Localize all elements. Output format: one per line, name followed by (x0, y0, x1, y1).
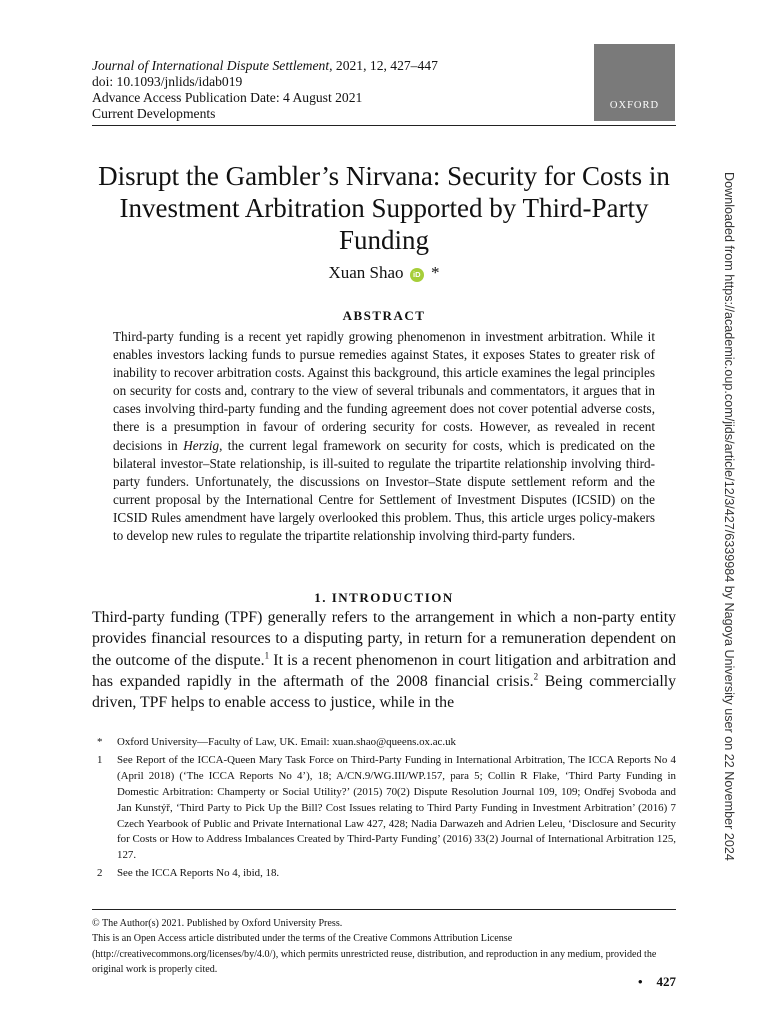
advance-access-date: Advance Access Publication Date: 4 August 2021 (92, 90, 363, 105)
abstract-text-part: , the current legal framework on security for costs, which is predicated on the bilateral investor–State relationship, is ill-suited to regulate the tripartite relationship involving third-party funders. Unfortunately, the discussions on Investor–State dispute settlement reform and the current proposal by the International Centre for Settlement of Investment Disputes (ICSID) on the ICSID Rules amendment have largely overlooked this problem. Thus, this article urges policy-makers to develop new rules to regulate the tripartite relationship involving third-party funders. (113, 437, 655, 544)
footnote-mark: * (97, 736, 103, 748)
article-section: Current Developments (92, 106, 216, 121)
journal-info (92, 58, 438, 122)
copyright-line: © The Author(s) 2021. Published by Oxford University Press. (92, 918, 343, 929)
footnote (92, 735, 676, 751)
introduction-text (92, 607, 676, 713)
author-footnote-mark[interactable]: * (431, 263, 440, 282)
author-name[interactable]: Xuan Shao (328, 263, 404, 282)
copyright-divider (92, 909, 676, 910)
license-text: This is an Open Access article distributed under the terms of the Creative Commons Attribution License (http://creativecommons.org/licenses/by/4.0/), which permits unrestricted reuse, distribution, and reproduction in any medium, provided the original work is properly cited. (92, 933, 657, 976)
abstract-heading: ABSTRACT (342, 308, 426, 323)
introduction-text-part: It is a recent phenomenon in court litigation and arbitration and has expanded rapidly in the aftermath of the 2008 financial crisis. (92, 651, 676, 690)
page-bullet: • (637, 974, 643, 989)
author-line (92, 263, 676, 283)
abstract-text (113, 328, 655, 545)
orcid-icon[interactable]: iD (410, 268, 424, 282)
footnote-ref-2[interactable]: 2 (533, 671, 539, 682)
oxford-logo[interactable] (594, 44, 675, 121)
abstract-text-part: Third-party funding is a recent yet rapidly growing phenomenon in investment arbitration. While it enables investors lacking funds to pursue remedies against States, it exposes States to greater risk of inability to recover arbitration costs. Against this background, this article examines the legal principles on security for costs and, contrary to the view of several tribunals and commentators, it argues that in cases involving third-party funding and the funding agreement does not cover potential adverse costs, there is a presumption in favour of ordering security for costs. However, as revealed in recent decisions in (113, 329, 655, 453)
introduction-text-part: Being commercially driven, TPF helps to enable access to justice, while in the (92, 672, 676, 712)
footnotes (92, 735, 676, 884)
case-name-herzig: Herzig (183, 437, 220, 453)
copyright-notice (92, 916, 676, 978)
article-title: Disrupt the Gambler’s Nirvana: Security for Costs in Investment Arbitration Supported by Third-Party Funding (98, 161, 670, 255)
footnote-ref-1[interactable]: 1 (264, 650, 270, 661)
page-number-value: 427 (656, 974, 676, 989)
download-watermark: Downloaded from https://academic.oup.com/jids/article/12/3/427/6339984 by Nagoya University user on 22 November 2024 (722, 172, 736, 861)
footnote (92, 753, 676, 864)
footnote-mark: 1 (97, 753, 103, 766)
oxford-logo-text: OXFORD (609, 100, 660, 111)
header-divider (92, 125, 676, 126)
introduction-heading: 1. INTRODUCTION (314, 590, 454, 605)
footnote-text: Oxford University—Faculty of Law, UK. Email: xuan.shao@queens.ox.ac.uk (117, 736, 456, 748)
footnote-mark: 2 (97, 867, 103, 880)
footnote-text: See the ICCA Reports No 4, ibid, 18. (117, 867, 280, 880)
footnote-text: See Report of the ICCA-Queen Mary Task Force on Third-Party Funding in International Arbitration, The ICCA Reports No 4 (April 2018) (‘The ICCA Reports No 4’), 18; A/CN.9/WG.III/WP.157, para 5; Collin R Flake, ‘Third Party Funding in Domestic Arbitration: Champerty or Social Utility?’ (2015) 70(2) Dispute Resolution Journal 109, 109; Ondřej Svoboda and Jan Kunstýř, ‘Third Party to Pick Up the Bill? Cost Issues relating to Third Party Funding in Investment Arbitration’ (2016) 7 Czech Yearbook of Public and Private International Law 427, 428; Nadia Darwazeh and Adrien Leleu, ‘Disclosure and Security for Costs or How to Address Imbalances Created by Third-Party Funding’ (2016) 33(2) Journal of International Arbitration 125, 127. (117, 753, 676, 862)
footnote (92, 866, 676, 882)
citation-details: , 2021, 12, 427–447 (329, 58, 438, 73)
introduction-text-part: Third-party funding (TPF) generally refers to the arrangement in which a non-party entity provides financial resources to a disputing party, in return for a remuneration dependent on the outcome of the dispute. (92, 609, 676, 669)
journal-citation (92, 58, 438, 74)
journal-name[interactable]: Journal of International Dispute Settlement (92, 58, 330, 73)
doi[interactable]: doi: 10.1093/jnlids/idab019 (92, 74, 243, 89)
page-number (630, 974, 676, 990)
